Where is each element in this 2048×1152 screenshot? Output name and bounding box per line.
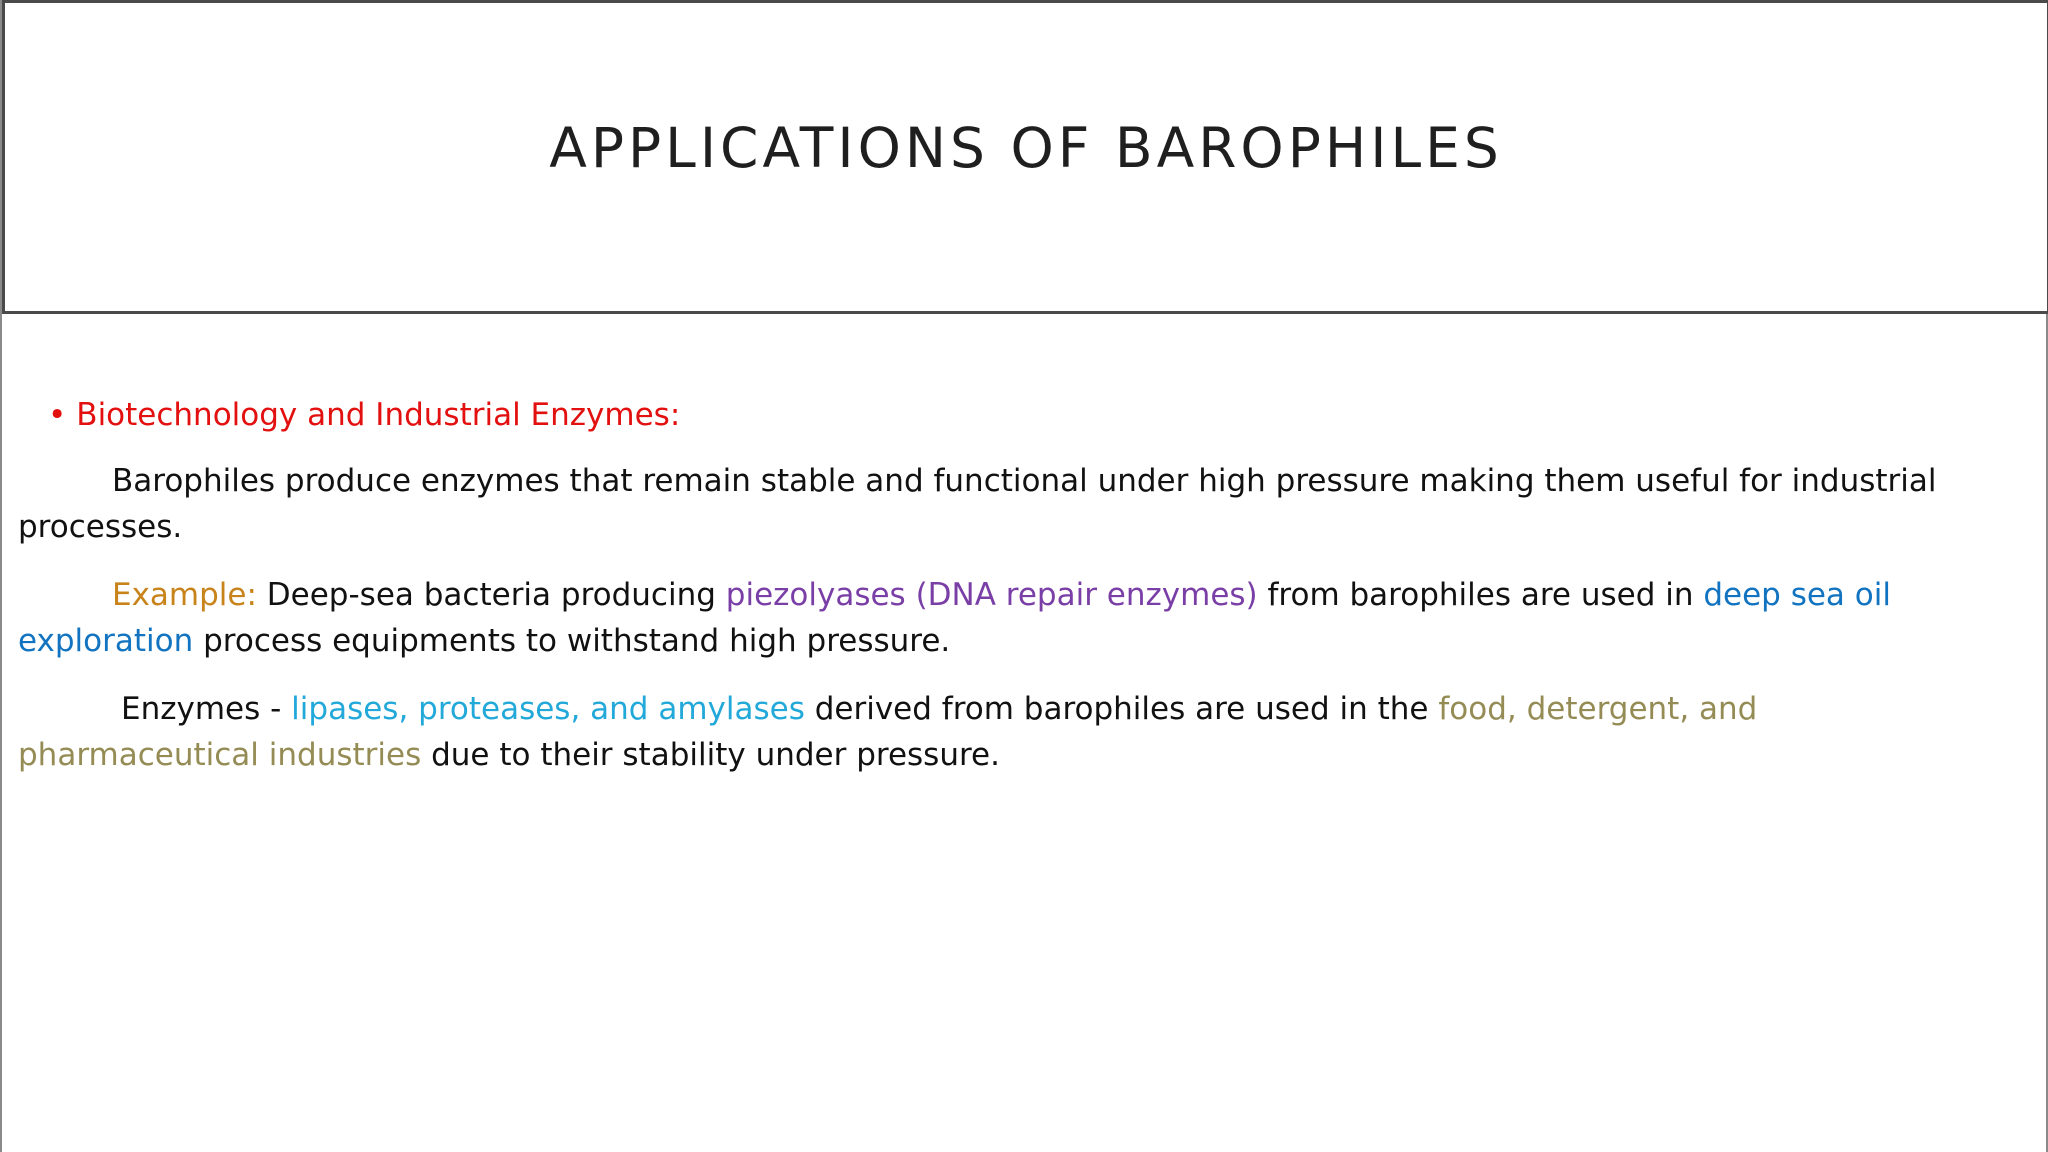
- paragraph-2-part2: from barophiles are used in: [1257, 577, 1704, 613]
- paragraph-2-highlight-enzymes: piezolyases (DNA repair enzymes): [725, 577, 1258, 613]
- bullet-icon: •: [48, 397, 67, 433]
- paragraph-3-part3: due to their stability under pressure.: [421, 737, 1000, 773]
- paragraph-3-highlight-industries: food, detergent, and pharmaceutical industries: [18, 691, 1758, 773]
- paragraph-3-part1: Enzymes -: [121, 691, 292, 727]
- title-box: [2, 0, 2048, 314]
- paragraph-3: [18, 686, 1978, 778]
- bullet-heading-text: Biotechnology and Industrial Enzymes:: [76, 397, 681, 433]
- paragraph-1-text: Barophiles produce enzymes that remain stable and functional under high pressure making them useful for industrial processes.: [18, 463, 1937, 545]
- paragraph-2-part3: process equipments to withstand high pressure.: [193, 623, 951, 659]
- bullet-heading: [48, 392, 1978, 438]
- paragraph-3-highlight-enzymes: lipases, proteases, and amylases: [291, 691, 805, 727]
- paragraph-1: [18, 458, 1978, 550]
- paragraph-3-part2: derived from barophiles are used in the: [804, 691, 1439, 727]
- example-label: Example:: [112, 577, 257, 613]
- slide-title: APPLICATIONS OF BAROPHILES: [549, 116, 1503, 180]
- paragraph-2: [18, 572, 1978, 664]
- paragraph-2-highlight-oil-exploration: deep sea oil exploration: [18, 577, 1891, 659]
- paragraph-2-part1: Deep-sea bacteria producing: [256, 577, 726, 613]
- slide-content: [18, 392, 1978, 800]
